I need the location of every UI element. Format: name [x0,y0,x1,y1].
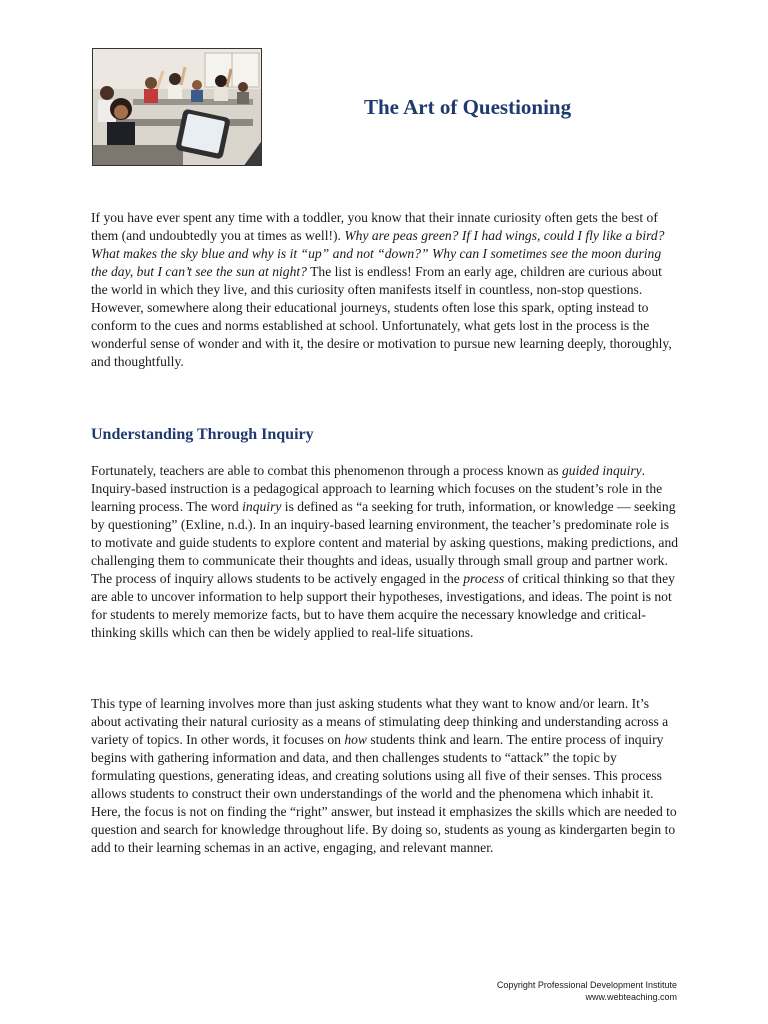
learning-text-2: students think and learn. The entire process of inquiry begins with gathering information and data, and then challenges students to “attack” the topic by formulating questions, generating ideas, and creating solutions using all five of their senses. This process allows students to construct their own understandings of the world and the phenomena which inhabit it. Here, the focus is not on finding the “right” answer, but instead it emphasizes the skills which are needed to question and search for knowledge throughout life. By doing so, students as young as kindergarten begin to add to their learning schemas in an active, engaging, and relevant manner. [91,732,677,855]
section-heading: Understanding Through Inquiry [91,426,314,443]
footer-website: www.webteaching.com [585,992,677,1002]
inquiry-paragraph [91,462,681,642]
inquiry-text-2: . Inquiry-based instruction is a pedagogical approach to learning which focuses on the student’s role in the learning process. The word [91,463,663,514]
intro-italic-questions: Why are peas green? If I had wings, could I fly like a bird? What makes the sky blue and why is it “up” and not “down?” Why can I sometimes see the moon during the day, but I can’t see the sun at night? [91,228,665,279]
inquiry-text-4: of critical thinking so that they are able to uncover information to help support their hypotheses, investigations, and ideas. The point is not for students to merely memorize facts, but to have them acquire the necessary knowledge and critical-thinking skills which can then be widely applied to real-life situations. [91,571,675,640]
inquiry-italic-inquiry: inquiry [242,499,282,514]
inquiry-italic-guided-inquiry: guided inquiry [562,463,642,478]
footer-copyright: Copyright Professional Development Institute [496,980,677,990]
classroom-photo [92,48,262,166]
intro-paragraph [91,209,681,371]
inquiry-italic-process: process [463,571,505,586]
page-title: The Art of Questioning [364,95,572,119]
intro-text-2: The list is endless! From an early age, children are curious about the world in which they live, and this curiosity often manifests itself in countless, non-stop questions. However, somewhere along their educational journeys, students often lose this spark, opting instead to conform to the cues and norms established at school. Unfortunately, what gets lost in the process is the wonderful sense of wonder and with it, the desire or motivation to pursue new learning deeply, thoroughly, and thoughtfully. [91,264,672,369]
learning-paragraph [91,695,681,857]
footer [497,979,677,1003]
learning-italic-how: how [344,732,367,747]
learning-text-1: This type of learning involves more than just asking students what they want to know and/or learn. It’s about activating their natural curiosity as a means of stimulating deep thinking and understanding across a variety of topics. In other words, it focuses on [91,696,669,747]
intro-text-1: If you have ever spent any time with a toddler, you know that their innate curiosity often gets the best of them (and undoubtedly you at times as well!). [91,210,658,243]
inquiry-text-3: is defined as “a seeking for truth, information, or knowledge — seeking by questioning” (Exline, n.d.). In an inquiry-based learning environment, the teacher’s predominate role is to motivate and guide students to explore content and material by asking questions, making predictions, and challenging them to communicate their thoughts and ideas, usually through small group and partner work. The process of inquiry allows students to be actively engaged in the [91,499,679,586]
classroom-illustration [93,49,262,166]
inquiry-text-1: Fortunately, teachers are able to combat this phenomenon through a process known as [91,463,562,478]
